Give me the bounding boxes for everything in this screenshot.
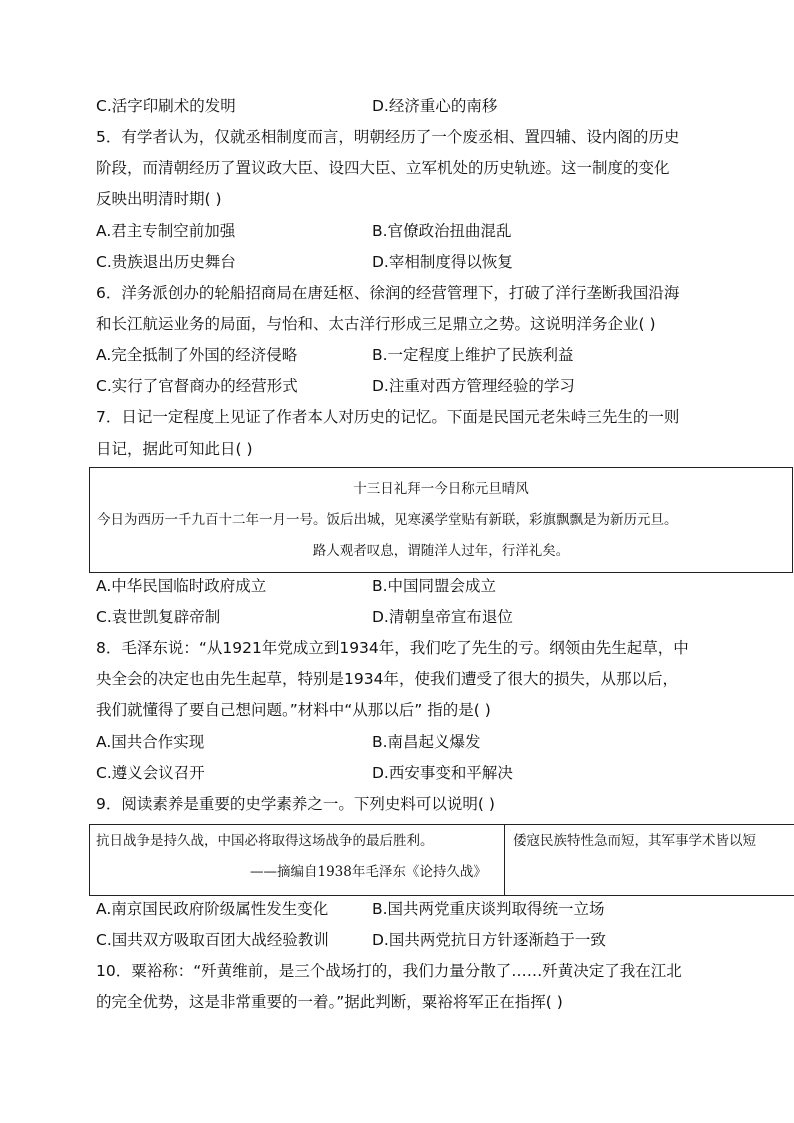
q6-stem-line-2: 和长江航运业务的局面，与怡和、太古洋行形成三足鼎立之势。这说明洋务企业( ) bbox=[96, 315, 656, 333]
q5-option-d: D.宰相制度得以恢复 bbox=[372, 253, 513, 271]
q9-option-a: A.南京国民政府阶级属性发生变化 bbox=[96, 900, 329, 918]
q8-option-b: B.南昌起义爆发 bbox=[372, 733, 481, 751]
q5-stem-line-2: 阶段，而清朝经历了置议政大臣、设四大臣、立军机处的历史轨迹。这一制度的变化 bbox=[96, 159, 670, 177]
q6-stem-line-1: 6．洋务派创办的轮船招商局在唐廷枢、徐润的经营管理下，打破了洋行垄断我国沿海 bbox=[96, 284, 680, 302]
q7-stem-line-2: 日记，据此可知此日( ) bbox=[96, 440, 253, 458]
q9-stem: 9．阅读素养是重要的史学素养之一。下列史料可以说明( ) bbox=[96, 795, 495, 813]
q8-option-d: D.西安事变和平解决 bbox=[372, 764, 513, 782]
q8-stem-line-3: 我们就懂得了要自己想问题。”材料中“从那以后” 指的是( ) bbox=[96, 701, 491, 719]
source-right-cell bbox=[505, 825, 794, 895]
source-left-line-1: 抗日战争是持久战，中国必将取得这场战争的最后胜利。 bbox=[96, 833, 434, 849]
source-left-line-2: ——摘编自1938年毛泽东《论持久战》 bbox=[250, 864, 487, 880]
q7-option-c: C.袁世凯复辟帝制 bbox=[96, 608, 221, 626]
q8-option-a: A.国共合作实现 bbox=[96, 733, 205, 751]
q4-option-d: D.经济重心的南移 bbox=[372, 97, 498, 115]
q5-stem-line-1: 5．有学者认为，仅就丞相制度而言，明朝经历了一个废丞相、置四辅、设内阁的历史 bbox=[96, 128, 680, 146]
q5-option-a: A.君主专制空前加强 bbox=[96, 222, 236, 240]
diary-line-2: 路人观者叹息，谓随洋人过年，行洋礼矣。 bbox=[312, 543, 570, 559]
q7-option-b: B.中国同盟会成立 bbox=[372, 577, 497, 595]
q9-option-c: C.国共双方吸取百团大战经验教训 bbox=[96, 931, 329, 949]
q6-option-b: B.一定程度上维护了民族利益 bbox=[372, 346, 574, 364]
q5-stem-line-3: 反映出明清时期( ) bbox=[96, 190, 222, 208]
q7-stem-line-1: 7．日记一定程度上见证了作者本人对历史的记忆。下面是民国元老朱峙三先生的一则 bbox=[96, 408, 680, 426]
q9-option-d: D.国共两党抗日方针逐渐趋于一致 bbox=[372, 931, 606, 949]
source-right-line-1: 倭寇民族特性急而短，其军事学术皆以短 bbox=[513, 833, 756, 849]
diary-title: 十三日礼拜一今日称元旦晴风 bbox=[353, 481, 529, 497]
q4-option-c: C.活字印刷术的发明 bbox=[96, 97, 236, 115]
q8-option-c: C.遵义会议召开 bbox=[96, 764, 205, 782]
q10-stem-line-1: 10．粟裕称：“歼黄维前，是三个战场打的，我们力量分散了……歼黄决定了我在江北 bbox=[96, 962, 682, 980]
q5-option-b: B.官僚政治扭曲混乱 bbox=[372, 222, 512, 240]
q10-stem-line-2: 的完全优势，这是非常重要的一着。”据此判断，粟裕将军正在指挥( ) bbox=[96, 993, 563, 1011]
q7-option-d: D.清朝皇帝宣布退位 bbox=[372, 608, 513, 626]
q6-option-d: D.注重对西方管理经验的学习 bbox=[372, 377, 575, 395]
diary-line-1: 今日为西历一千九百十二年一月一号。饭后出城，见寒溪学堂贴有新联，彩旗飘飘是为新历元旦。 bbox=[97, 512, 678, 528]
q8-stem-line-2: 央全会的决定也由先生起草，特别是1934年，使我们遭受了很大的损失，从那以后， bbox=[96, 670, 678, 688]
q5-option-c: C.贵族退出历史舞台 bbox=[96, 253, 236, 271]
q9-option-b: B.国共两党重庆谈判取得统一立场 bbox=[372, 900, 605, 918]
q6-option-a: A.完全抵制了外国的经济侵略 bbox=[96, 346, 298, 364]
q6-option-c: C.实行了官督商办的经营形式 bbox=[96, 377, 298, 395]
q7-option-a: A.中华民国临时政府成立 bbox=[96, 577, 267, 595]
q8-stem-line-1: 8．毛泽东说：“从1921年党成立到1934年，我们吃了先生的亏。纲领由先生起草，中 bbox=[96, 639, 689, 657]
